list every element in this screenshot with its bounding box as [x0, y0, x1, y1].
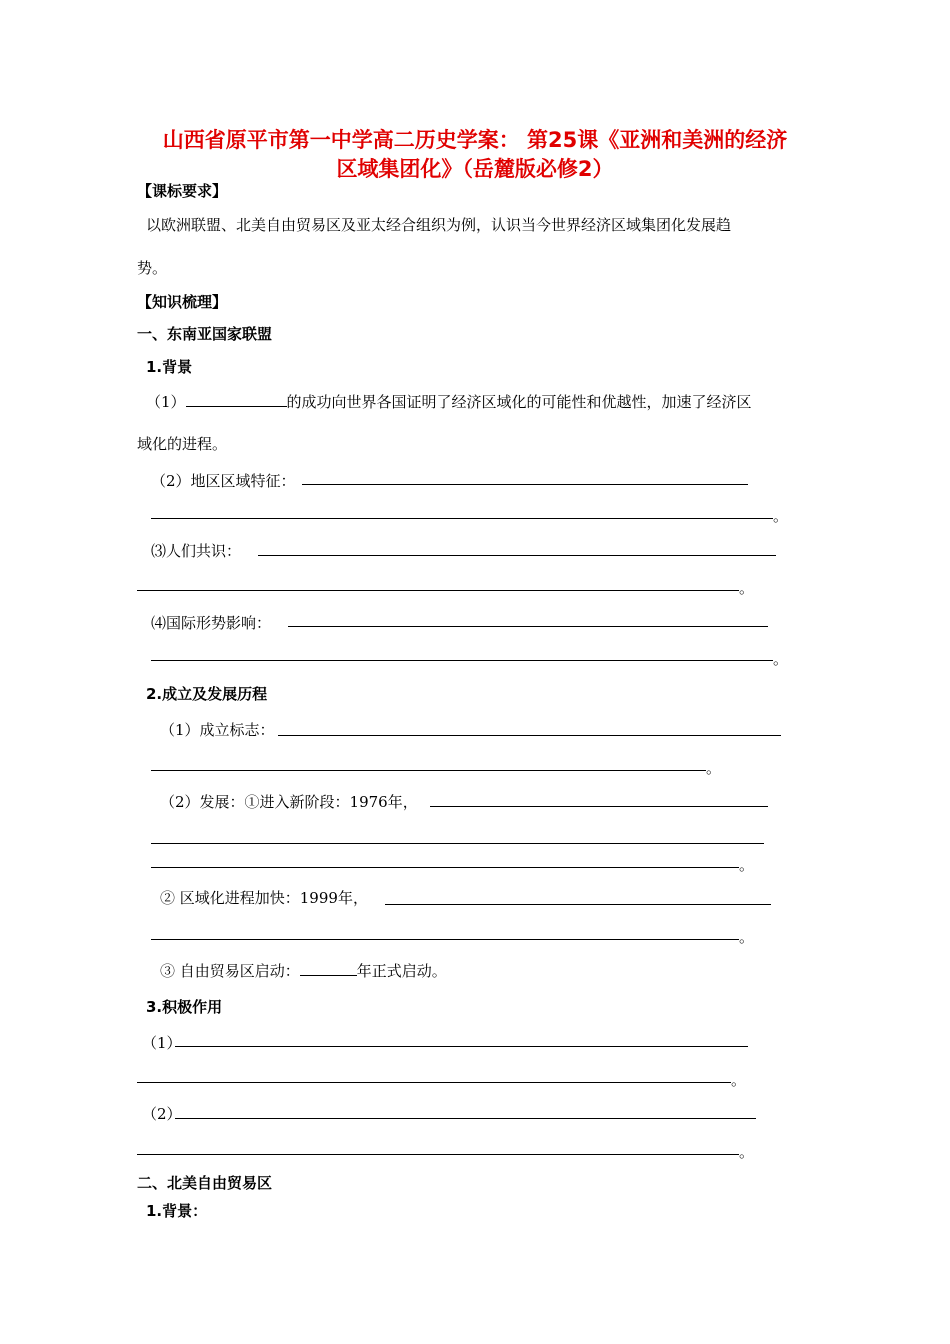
blank-line[interactable]	[151, 518, 773, 519]
page-title-line-2: 区域集团化》（岳麓版必修2）	[336, 157, 614, 181]
background-item-1	[146, 391, 752, 412]
period-mark: 。	[706, 759, 722, 777]
history-item-4	[160, 960, 447, 981]
blank-line[interactable]	[151, 770, 706, 771]
knowledge-heading: 【知识梳理】	[137, 293, 228, 311]
background-item-3-label: ⑶人们共识：	[151, 542, 242, 560]
blank-line[interactable]	[258, 555, 776, 556]
blank-line[interactable]	[302, 484, 748, 485]
item-1-number: （1）	[146, 393, 186, 411]
effect-item-1-label: （1）	[142, 1034, 182, 1052]
background-item-1-cont: 域化的进程。	[137, 435, 228, 453]
curriculum-text-1: 以欧洲联盟、北美自由贸易区及亚太经合组织为例，认识当今世界经济区域集团化发展趋	[146, 216, 732, 234]
period-mark: 。	[731, 1071, 747, 1089]
history-item-1-label: （1）成立标志：	[160, 721, 275, 739]
blank-line[interactable]	[385, 904, 771, 905]
section-1-heading: 一、东南亚国家联盟	[137, 325, 273, 343]
period-mark: 。	[739, 856, 755, 874]
blank-line[interactable]	[151, 939, 739, 940]
blank-line[interactable]	[151, 867, 739, 868]
item-1-text: 的成功向世界各国证明了经济区域化的可能性和优越性，加速了经济区	[286, 393, 752, 411]
curriculum-heading: 【课标要求】	[137, 182, 228, 200]
period-mark: 。	[773, 507, 789, 525]
item-4-text: 年正式启动。	[356, 962, 447, 980]
blank-line[interactable]	[430, 806, 768, 807]
blank-line[interactable]	[186, 392, 287, 407]
background-heading: 1.背景	[146, 358, 193, 376]
blank-line[interactable]	[137, 1082, 731, 1083]
period-mark: 。	[739, 928, 755, 946]
section-2-background-heading: 1.背景：	[146, 1202, 208, 1220]
blank-line[interactable]	[137, 590, 739, 591]
blank-line[interactable]	[137, 1154, 739, 1155]
blank-line[interactable]	[151, 660, 773, 661]
effect-heading: 3.积极作用	[146, 998, 223, 1016]
effect-item-2-label: （2）	[142, 1105, 182, 1123]
blank-line[interactable]	[288, 626, 768, 627]
section-2-heading: 二、北美自由贸易区	[137, 1174, 273, 1192]
page-title-line-1: 山西省原平市第一中学高二历史学案： 第25课《亚洲和美洲的经济	[162, 128, 788, 152]
history-item-2-label: （2）发展：①进入新阶段：1976年，	[160, 793, 418, 811]
background-item-4-label: ⑷国际形势影响：	[151, 614, 272, 632]
blank-line[interactable]	[300, 961, 357, 976]
blank-line[interactable]	[175, 1046, 748, 1047]
blank-line[interactable]	[278, 735, 781, 736]
blank-line[interactable]	[151, 843, 764, 844]
curriculum-text-2: 势。	[137, 259, 168, 277]
blank-line[interactable]	[175, 1118, 756, 1119]
period-mark: 。	[739, 1143, 755, 1161]
item-4-label: ③ 自由贸易区启动：	[160, 962, 300, 980]
history-item-3-label: ② 区域化进程加快：1999年，	[160, 889, 368, 907]
period-mark: 。	[739, 579, 755, 597]
background-item-2-label: （2）地区区域特征：	[151, 472, 296, 490]
history-heading: 2.成立及发展历程	[146, 685, 268, 703]
period-mark: 。	[773, 650, 789, 668]
